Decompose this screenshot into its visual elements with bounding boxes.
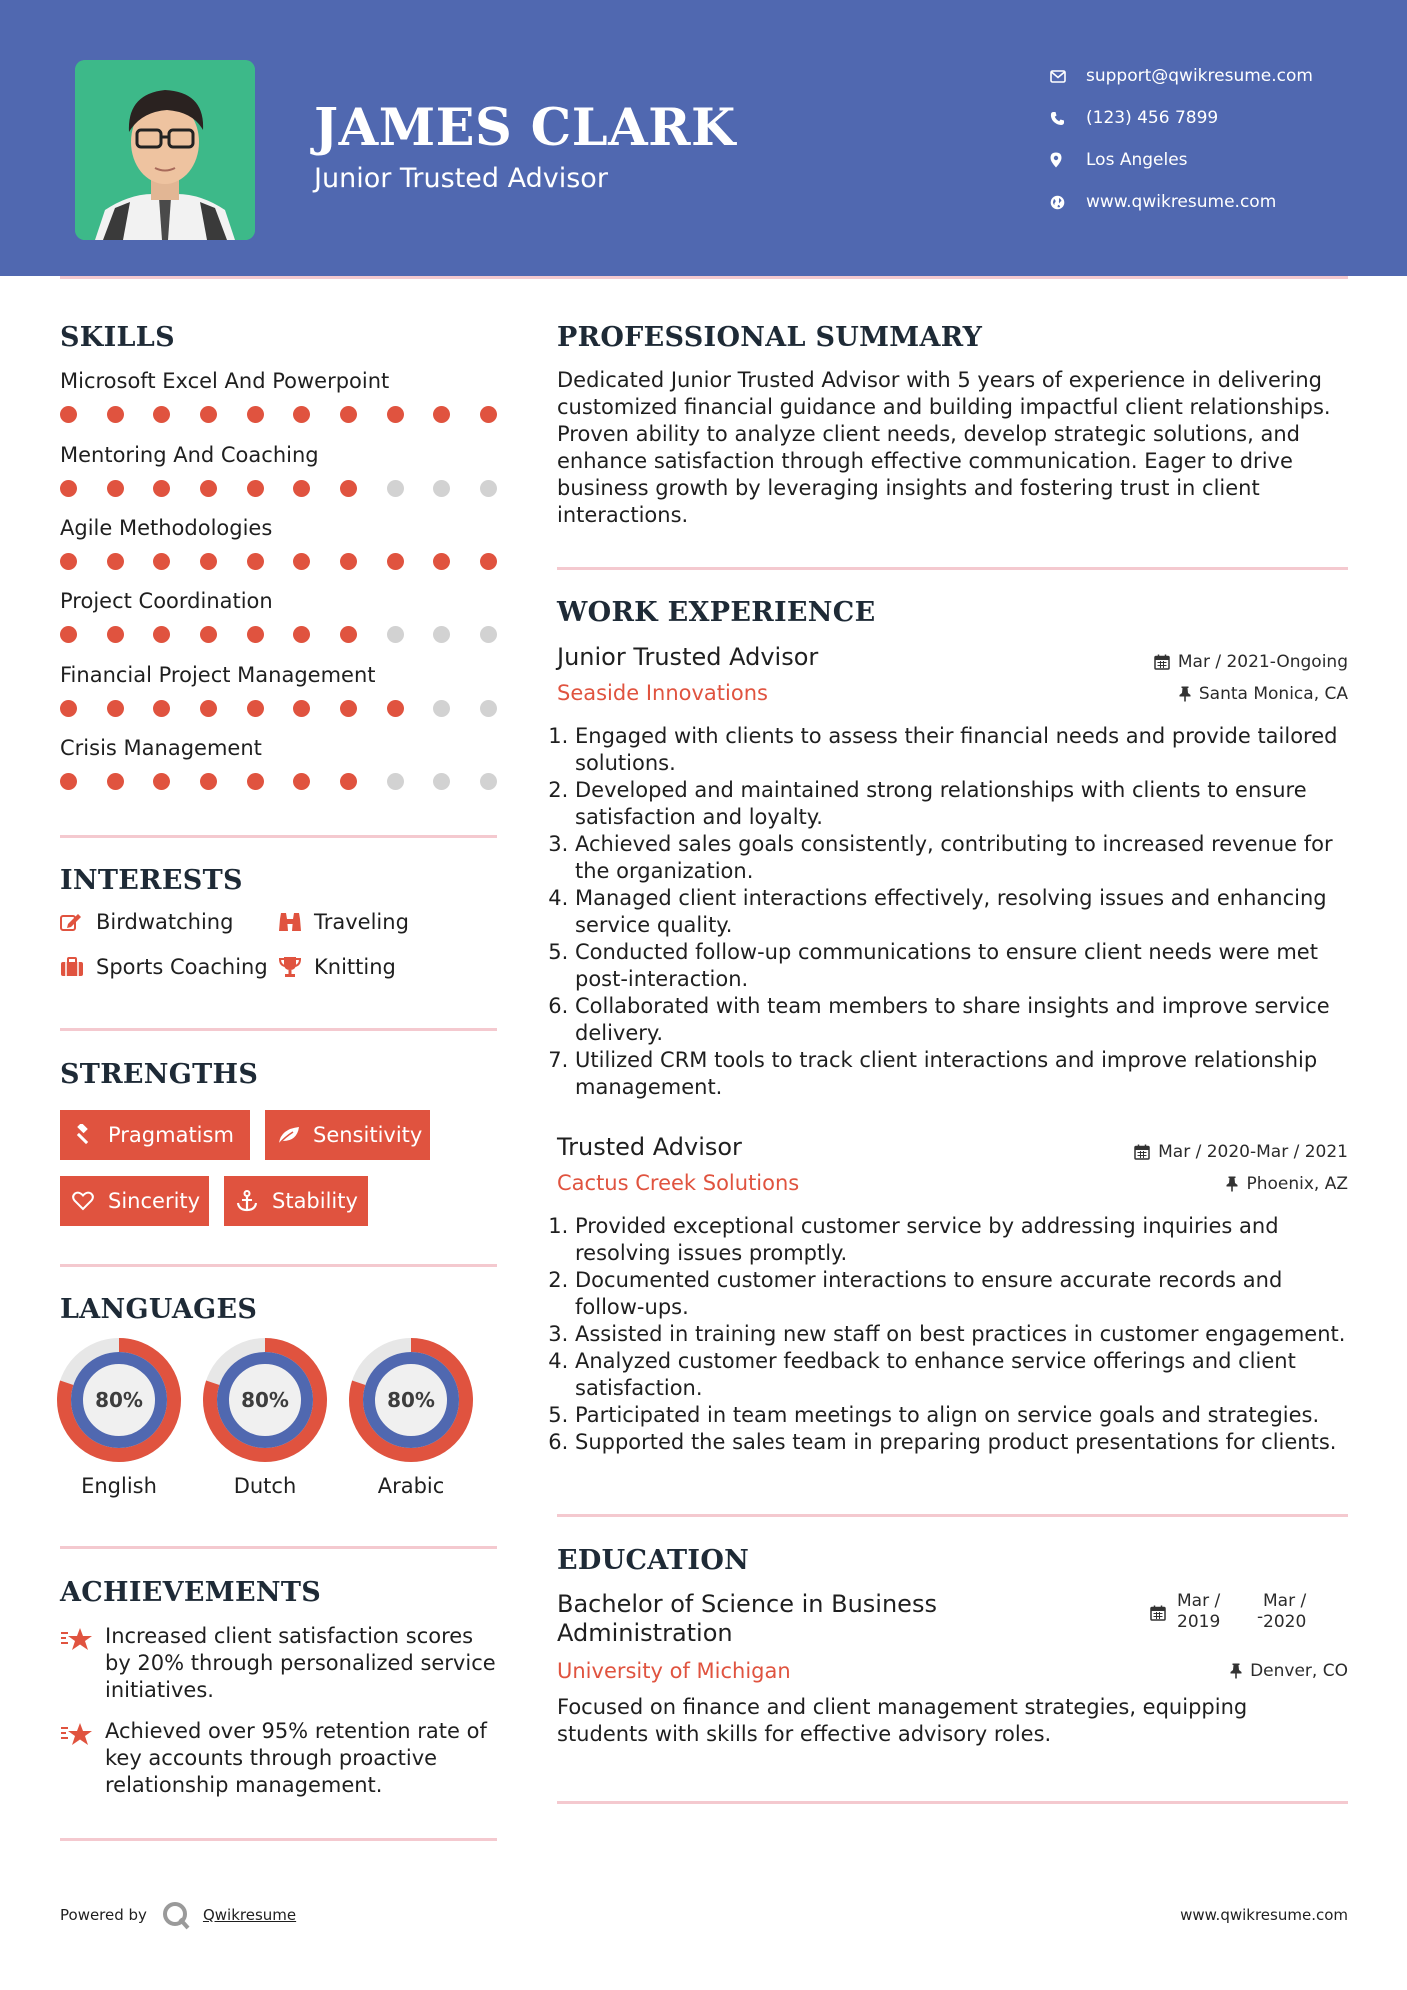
briefcase-icon [60,957,96,977]
skill-dot-filled [60,406,77,423]
skill-dot-filled [293,553,310,570]
skill-dot-filled [153,406,170,423]
job-duty: 6. Supported the sales team in preparing product presentations for clients. [575,1429,1347,1456]
job-dates-text: Mar / 2020-Mar / 2021 [1158,1142,1348,1162]
skill-rating [60,700,497,717]
skill-dot-filled [340,406,357,423]
education-start-year: 2019 [1177,1612,1221,1632]
calendar-icon [1154,654,1170,670]
education-end-year: 2020 [1263,1612,1307,1632]
pushpin-icon [1230,1663,1242,1679]
skill-rating [60,406,497,423]
skill-dot-filled [107,480,124,497]
achievements-heading: ACHIEVEMENTS [60,1577,322,1608]
skill-dot-filled [293,626,310,643]
skill-dot-filled [247,480,264,497]
skill-item [60,440,500,497]
skill-dot-filled [107,626,124,643]
section-divider [557,1801,1348,1804]
education-location [1230,1661,1348,1681]
achievement-item [60,1718,500,1799]
skill-dot-filled [247,406,264,423]
contact-website[interactable] [1050,181,1380,223]
language-percent: 80% [95,1388,143,1412]
skill-dot-filled [387,406,404,423]
summary-heading: PROFESSIONAL SUMMARY [557,322,983,353]
contact-email-text: support@qwikresume.com [1086,66,1313,86]
job-duty: 1. Engaged with clients to assess their financial needs and provide tailored solutions. [575,723,1347,777]
skill-dot-filled [153,480,170,497]
company-name: Cactus Creek Solutions [557,1171,800,1195]
achievement-text: Achieved over 95% retention rate of key accounts through proactive relationship management. [105,1719,487,1797]
company-name: Seaside Innovations [557,681,768,705]
section-divider [60,835,497,838]
skill-dot-filled [340,700,357,717]
education-description: Focused on finance and client management strategies, equipping students with skills for effective advisory roles. [557,1695,1248,1746]
skill-label: Mentoring And Coaching [60,443,319,467]
contact-website-text: www.qwikresume.com [1086,192,1277,212]
skill-dot-filled [247,773,264,790]
interest-item [278,955,396,979]
skill-rating [60,480,497,497]
header-divider [60,276,1348,279]
skill-dot-filled [293,480,310,497]
skill-dot-filled [247,553,264,570]
job-title: Trusted Advisor [557,1133,742,1161]
skill-dot-empty [433,773,450,790]
education-heading: EDUCATION [557,1545,750,1576]
skill-dot-filled [340,553,357,570]
job-dates [1154,652,1348,672]
strength-tag [265,1110,430,1160]
skill-label: Microsoft Excel And Powerpoint [60,369,390,393]
skill-dot-filled [293,700,310,717]
job-location-text: Phoenix, AZ [1246,1174,1348,1194]
interest-label: Sports Coaching [96,955,268,979]
footer-website[interactable]: www.qwikresume.com [1180,1906,1348,1924]
language-percent: 80% [241,1388,289,1412]
language-item [349,1338,473,1498]
calendar-icon [1150,1605,1166,1625]
language-progress-ring [203,1338,327,1462]
skill-dot-filled [293,406,310,423]
job-location [1179,684,1348,704]
interest-item [60,910,233,934]
job-duty: 7. Utilized CRM tools to track client interactions and improve relationship management. [575,1047,1347,1101]
skill-item [60,366,500,423]
skill-dot-filled [153,773,170,790]
skill-item [60,733,500,790]
leaf-icon [277,1125,313,1145]
skill-label: Financial Project Management [60,663,376,687]
skill-dot-empty [387,773,404,790]
section-divider [60,1838,497,1841]
language-percent: 80% [387,1388,435,1412]
strength-label: Sensitivity [313,1123,423,1147]
education-start-month: Mar / [1177,1591,1221,1611]
job-location-text: Santa Monica, CA [1198,684,1348,704]
skill-dot-filled [107,553,124,570]
skill-rating [60,553,497,570]
education-location-text: Denver, CO [1250,1661,1348,1681]
skill-dot-filled [433,553,450,570]
skill-dot-empty [387,480,404,497]
education-end-month: Mar / [1263,1591,1307,1611]
skill-dot-empty [433,700,450,717]
skill-dot-filled [200,626,217,643]
language-name: Dutch [233,1474,297,1498]
skill-dot-filled [107,700,124,717]
skill-rating [60,773,497,790]
strength-label: Pragmatism [108,1123,234,1147]
pushpin-icon [1179,686,1191,702]
resume-header [0,0,1407,276]
phone-icon [1050,111,1086,126]
skill-dot-filled [480,406,497,423]
heart-icon [72,1191,108,1211]
degree-title-line2: Administration [557,1619,733,1647]
job-duties-list [557,1213,1347,1456]
star-badge-icon [60,1718,105,1799]
job-duty: 3. Assisted in training new staff on best practices in customer engagement. [575,1321,1347,1348]
education-dates [1150,1591,1350,1635]
skill-dot-filled [153,553,170,570]
interest-item [278,910,409,934]
pencil-square-icon [60,912,96,932]
binoculars-icon [278,911,314,933]
profile-photo [75,60,255,240]
candidate-name: JAMES CLARK [314,98,736,158]
interest-label: Traveling [314,910,409,934]
skill-dot-empty [433,480,450,497]
strength-tag [60,1110,250,1160]
qwikresume-logo-icon [161,1900,191,1930]
language-name: English [81,1474,157,1498]
skill-dot-filled [387,553,404,570]
skill-dot-filled [200,700,217,717]
skill-dot-filled [293,773,310,790]
skill-dot-filled [433,406,450,423]
section-divider [557,1514,1348,1517]
candidate-role: Junior Trusted Advisor [314,163,608,194]
pushpin-icon [1226,1176,1238,1192]
skill-dot-filled [387,700,404,717]
section-divider [60,1546,497,1549]
skill-dot-empty [480,480,497,497]
education-date-dash: - [1257,1607,1264,1627]
job-duty: 2. Developed and maintained strong relationships with clients to ensure satisfaction and loyalty. [575,777,1347,831]
strength-tag [60,1176,209,1226]
job-duty: 5. Participated in team meetings to align on service goals and strategies. [575,1402,1347,1429]
skill-dot-filled [153,626,170,643]
contact-phone[interactable] [1050,97,1380,139]
section-divider [557,567,1348,570]
contact-phone-text: (123) 456 7899 [1086,108,1219,128]
skill-dot-empty [480,700,497,717]
interest-label: Knitting [314,955,396,979]
qwikresume-link[interactable]: Qwikresume [202,1906,297,1924]
skill-rating [60,626,497,643]
skill-dot-filled [107,773,124,790]
strength-tag [224,1176,368,1226]
envelope-icon [1050,70,1086,83]
skill-dot-filled [200,480,217,497]
degree-title-line1: Bachelor of Science in Business [557,1590,937,1618]
job-title: Junior Trusted Advisor [557,643,819,671]
skill-dot-filled [340,480,357,497]
language-item [57,1338,181,1498]
achievement-item [60,1623,500,1704]
powered-by-label: Powered by [60,1906,147,1924]
skill-label: Agile Methodologies [60,516,273,540]
skill-dot-filled [247,626,264,643]
interests-heading: INTERESTS [60,865,243,896]
skills-heading: SKILLS [60,322,175,353]
job-duty: 6. Collaborated with team members to share insights and improve service delivery. [575,993,1347,1047]
skill-dot-filled [200,773,217,790]
footer-powered-by [60,1900,296,1930]
skill-dot-empty [480,626,497,643]
job-dates [1134,1142,1348,1162]
section-divider [60,1264,497,1267]
skill-dot-filled [60,626,77,643]
contact-email[interactable] [1050,55,1380,97]
achievement-text: Increased client satisfaction scores by 20% through personalized service initiatives. [105,1624,496,1702]
skill-dot-filled [60,773,77,790]
skill-dot-filled [200,406,217,423]
job-duties-list [557,723,1347,1101]
contact-location-text: Los Angeles [1086,150,1188,170]
strength-label: Stability [272,1189,358,1213]
strengths-heading: STRENGTHS [60,1059,259,1090]
contact-location [1050,139,1380,181]
interest-label: Birdwatching [96,910,234,934]
location-pin-icon [1050,152,1086,168]
skill-label: Project Coordination [60,589,273,613]
anchor-icon [236,1190,272,1212]
trophy-icon [278,956,314,978]
job-location [1226,1174,1348,1194]
skill-dot-filled [60,700,77,717]
globe-icon [1050,195,1086,210]
language-name: Arabic [377,1474,445,1498]
language-progress-ring [57,1338,181,1462]
summary-text: Dedicated Junior Trusted Advisor with 5 years of experience in delivering customized financial guidance and building impactful client relationships. Proven ability to analyze client needs, develop strategic solutions, and enhance satisfaction through effective communication. Eager to drive business growth by leveraging insights and fostering trust in client interactions. [557,368,1331,527]
skill-dot-empty [480,773,497,790]
languages-heading: LANGUAGES [60,1294,258,1325]
skill-item [60,586,500,643]
gavel-icon [72,1124,108,1146]
job-duty: 4. Managed client interactions effectively, resolving issues and enhancing service quality. [575,885,1347,939]
job-duty: 1. Provided exceptional customer service by addressing inquiries and resolving issues promptly. [575,1213,1347,1267]
skill-dot-filled [153,700,170,717]
calendar-icon [1134,1144,1150,1160]
skill-dot-filled [60,553,77,570]
skill-item [60,513,500,570]
skill-dot-empty [433,626,450,643]
school-name: University of Michigan [557,1659,791,1683]
job-duty: 3. Achieved sales goals consistently, contributing to increased revenue for the organization. [575,831,1347,885]
section-divider [60,1028,497,1031]
job-dates-text: Mar / 2021-Ongoing [1177,652,1348,672]
job-duty: 4. Analyzed customer feedback to enhance service offerings and client satisfaction. [575,1348,1347,1402]
star-badge-icon [60,1623,105,1704]
contact-list [1050,55,1380,223]
skill-dot-filled [107,406,124,423]
skill-dot-filled [60,480,77,497]
job-duty: 2. Documented customer interactions to ensure accurate records and follow-ups. [575,1267,1347,1321]
skill-dot-filled [247,700,264,717]
skill-dot-filled [200,553,217,570]
skill-item [60,660,500,717]
strength-label: Sincerity [108,1189,201,1213]
interest-item [60,955,268,979]
skill-dot-filled [480,553,497,570]
skill-dot-filled [340,773,357,790]
language-item [203,1338,327,1498]
skill-label: Crisis Management [60,736,262,760]
language-progress-ring [349,1338,473,1462]
skill-dot-filled [340,626,357,643]
experience-heading: WORK EXPERIENCE [557,597,876,628]
skill-dot-empty [387,626,404,643]
job-duty: 5. Conducted follow-up communications to ensure client needs were met post-interaction. [575,939,1347,993]
